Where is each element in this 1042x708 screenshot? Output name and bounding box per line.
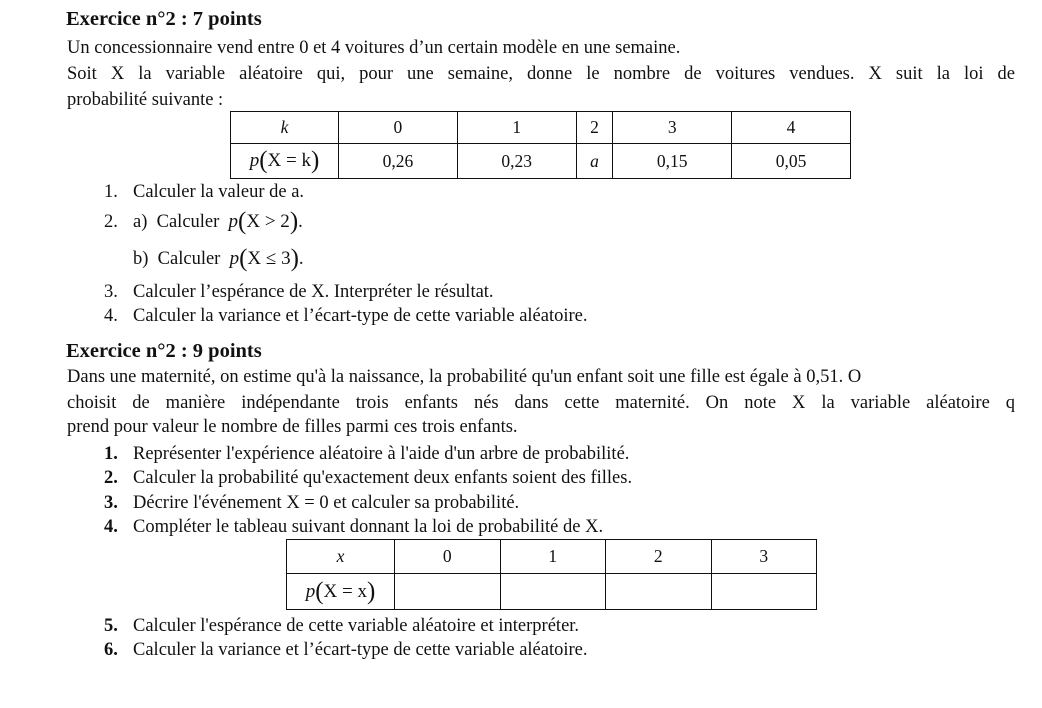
- exercise1-question4-number: 4.: [104, 306, 118, 326]
- table-probability-value: 0,26: [339, 144, 458, 179]
- table-probability-value: 0,23: [457, 144, 576, 179]
- exercise2-title: Exercice n°2 : 9 points: [66, 340, 262, 362]
- exercise2-question5-text: Calculer l'espérance de cette variable aléatoire et interpréter.: [133, 616, 580, 636]
- exercise2-question6-number: 6.: [104, 640, 118, 660]
- exercise1-question3-number: 3.: [104, 282, 118, 302]
- exercise1-question1-text: Calculer la valeur de a.: [133, 182, 305, 202]
- exercise2-question4-number: 4.: [104, 517, 118, 537]
- exercise2-question3-number: 3.: [104, 493, 118, 513]
- table-x-value: 1: [500, 540, 606, 574]
- exercise1-question2-number: 2.: [104, 212, 118, 232]
- table-k-value: 0: [339, 112, 458, 144]
- table-empty-cell: [395, 574, 501, 610]
- exercise1-question2b: b) Calculer p(X ≤ 3).: [133, 245, 304, 272]
- exercise2-question1-text: Représenter l'expérience aléatoire à l'aide d'un arbre de probabilité.: [133, 444, 630, 464]
- exercise1-intro-line2: Soit X la variable aléatoire qui, pour une semaine, donne le nombre de voitures vendues. X suit la loi de: [67, 64, 1015, 84]
- exercise1-title: Exercice n°2 : 7 points: [66, 8, 262, 30]
- table-header-k: k: [231, 112, 339, 144]
- exercise2-question4-text: Compléter le tableau suivant donnant la loi de probabilité de X.: [133, 517, 604, 537]
- exercise1-intro-line1: Un concessionnaire vend entre 0 et 4 voitures d’un certain modèle en une semaine.: [67, 38, 681, 58]
- exercise1-question1-number: 1.: [104, 182, 118, 202]
- table-k-value: 3: [613, 112, 732, 144]
- exercise2-intro-line3: prend pour valeur le nombre de filles parmi ces trois enfants.: [67, 417, 518, 437]
- table-x-value: 2: [606, 540, 712, 574]
- exercise2-intro-line2: choisit de manière indépendante trois enfants nés dans cette maternité. On note X la variable aléatoire q: [67, 393, 1015, 413]
- table-k-value: 4: [732, 112, 851, 144]
- table-empty-cell: [500, 574, 606, 610]
- exercise2-question2-text: Calculer la probabilité qu'exactement deux enfants soient des filles.: [133, 468, 633, 488]
- table-empty-cell: [711, 574, 817, 610]
- exercise1-question2a: a) Calculer p(X > 2).: [133, 208, 303, 235]
- exercise2-probability-table: [286, 539, 817, 610]
- exercise1-question3-text: Calculer l’espérance de X. Interpréter le résultat.: [133, 282, 494, 302]
- table-header-probability: p(X = x): [287, 574, 395, 610]
- exercise2-question5-number: 5.: [104, 616, 118, 636]
- event-expression: X = 0: [286, 493, 329, 513]
- table-x-value: 3: [711, 540, 817, 574]
- table-k-value: 2: [576, 112, 613, 144]
- table-probability-value: 0,05: [732, 144, 851, 179]
- exercise2-intro-line1: Dans une maternité, on estime qu'à la naissance, la probabilité qu'un enfant soit une fille est égale à 0,51. O: [67, 367, 862, 387]
- exercise1-intro-line3: probabilité suivante :: [67, 90, 224, 110]
- exercise2-question6-text: Calculer la variance et l’écart-type de cette variable aléatoire.: [133, 640, 588, 660]
- exercise2-question3-text: Décrire l'événement X = 0 et calculer sa probabilité.: [133, 493, 520, 513]
- table-probability-value: 0,15: [613, 144, 732, 179]
- table-probability-value: a: [576, 144, 613, 179]
- exercise2-question1-number: 1.: [104, 444, 118, 464]
- exercise1-question4-text: Calculer la variance et l’écart-type de cette variable aléatoire.: [133, 306, 588, 326]
- table-empty-cell: [606, 574, 712, 610]
- table-x-value: 0: [395, 540, 501, 574]
- table-k-value: 1: [457, 112, 576, 144]
- table-header-probability: p(X = k): [231, 144, 339, 179]
- table-header-x: x: [287, 540, 395, 574]
- exercise1-probability-table: [230, 111, 851, 179]
- exercise2-question2-number: 2.: [104, 468, 118, 488]
